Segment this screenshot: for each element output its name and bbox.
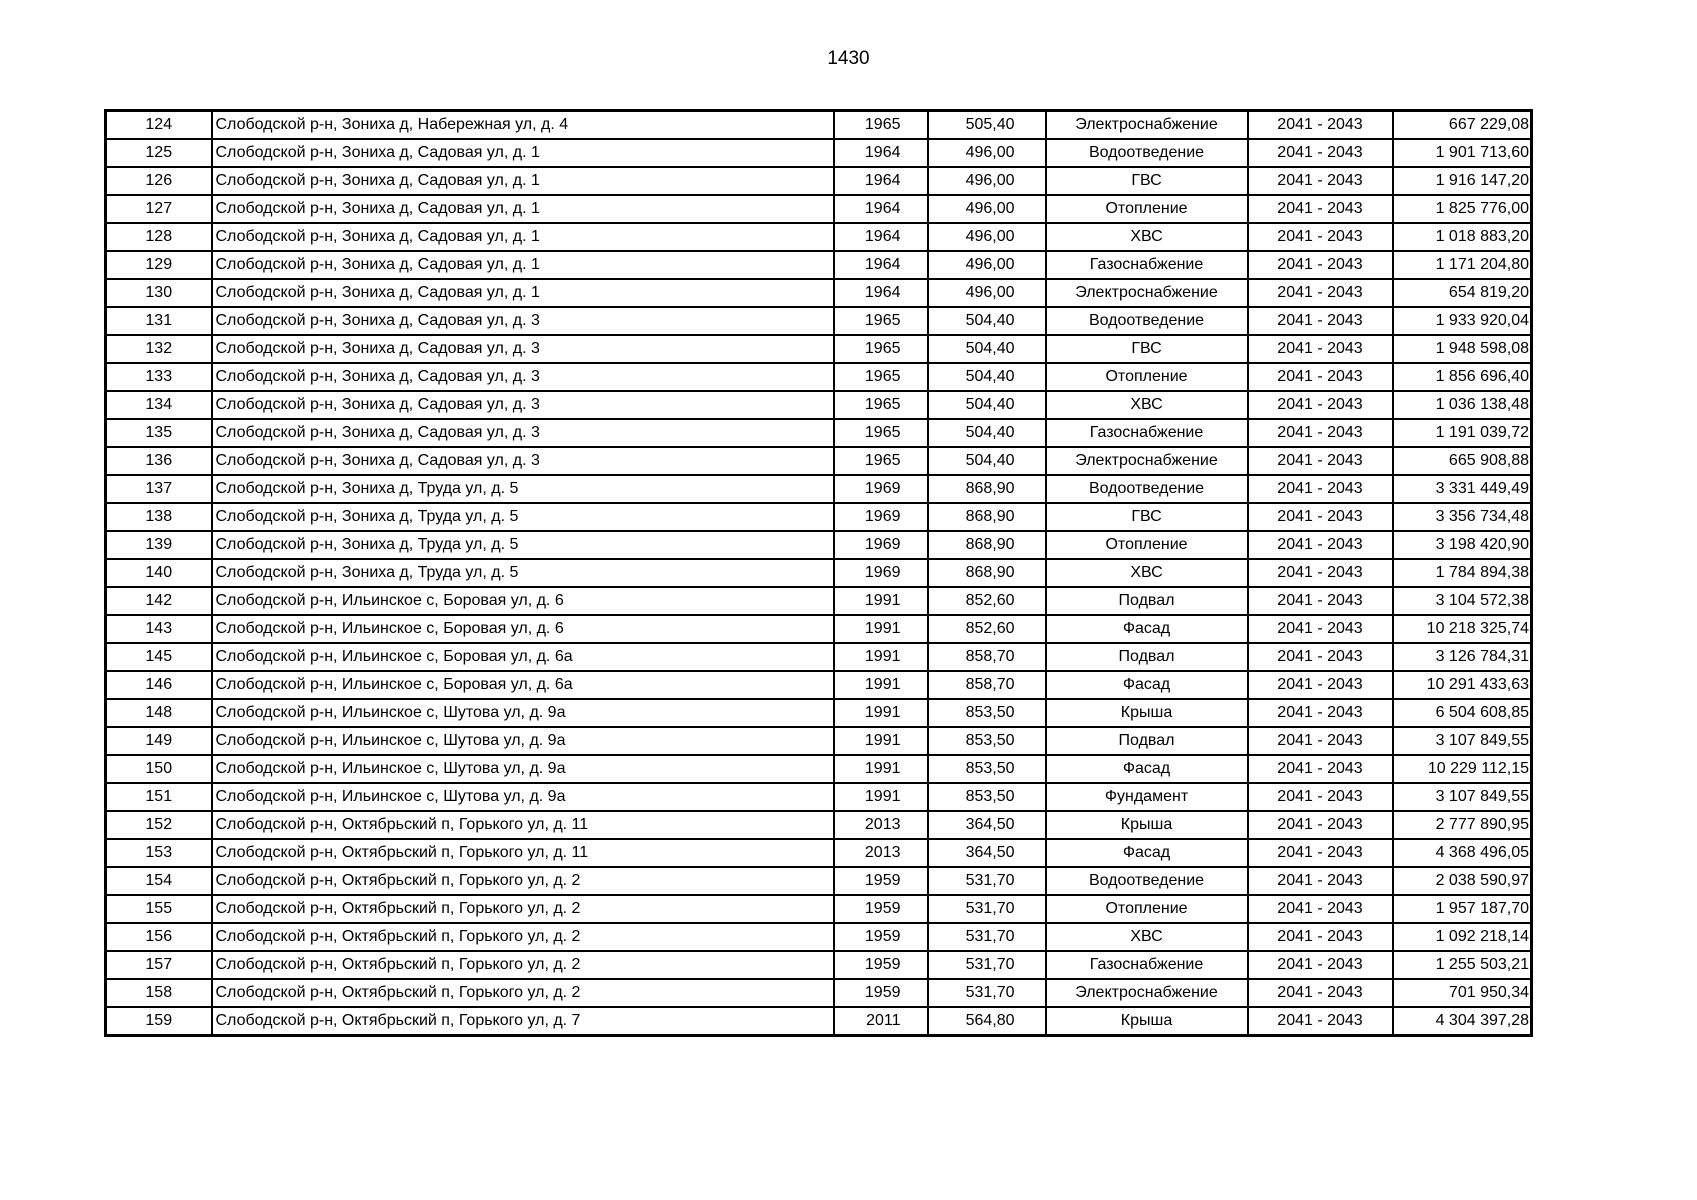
area-cell: 868,90 [928,475,1046,503]
period-cell: 2041 - 2043 [1248,447,1393,475]
period-cell: 2041 - 2043 [1248,699,1393,727]
row-number-cell: 145 [106,643,212,671]
work-type-cell: ХВС [1046,391,1248,419]
table-row [106,1007,1532,1036]
work-type-cell: Фасад [1046,671,1248,699]
row-number-cell: 136 [106,447,212,475]
cost-cell: 665 908,88 [1393,447,1532,475]
work-type-cell: ХВС [1046,223,1248,251]
row-number-cell: 150 [106,755,212,783]
address-cell: Слободской р-н, Ильинское с, Боровая ул, д. 6а [212,643,834,671]
period-cell: 2041 - 2043 [1248,755,1393,783]
row-number-cell: 124 [106,111,212,140]
table-row [106,699,1532,727]
row-number-cell: 157 [106,951,212,979]
work-type-cell: Электроснабжение [1046,279,1248,307]
area-cell: 504,40 [928,419,1046,447]
period-cell: 2041 - 2043 [1248,979,1393,1007]
row-number-cell: 130 [106,279,212,307]
area-cell: 868,90 [928,531,1046,559]
work-type-cell: Отопление [1046,531,1248,559]
row-number-cell: 159 [106,1007,212,1036]
row-number-cell: 127 [106,195,212,223]
area-cell: 504,40 [928,363,1046,391]
period-cell: 2041 - 2043 [1248,867,1393,895]
year-cell: 1991 [834,643,928,671]
cost-cell: 3 104 572,38 [1393,587,1532,615]
area-cell: 504,40 [928,447,1046,475]
year-cell: 1969 [834,531,928,559]
row-number-cell: 131 [106,307,212,335]
year-cell: 1991 [834,727,928,755]
work-type-cell: Водоотведение [1046,139,1248,167]
period-cell: 2041 - 2043 [1248,167,1393,195]
period-cell: 2041 - 2043 [1248,895,1393,923]
address-cell: Слободской р-н, Зониха д, Садовая ул, д. 1 [212,195,834,223]
work-type-cell: Подвал [1046,643,1248,671]
work-type-cell: ГВС [1046,167,1248,195]
work-type-cell: Отопление [1046,895,1248,923]
work-type-cell: Крыша [1046,1007,1248,1036]
address-cell: Слободской р-н, Октябрьский п, Горького ул, д. 11 [212,811,834,839]
year-cell: 1964 [834,139,928,167]
cost-cell: 10 291 433,63 [1393,671,1532,699]
year-cell: 1991 [834,587,928,615]
period-cell: 2041 - 2043 [1248,643,1393,671]
address-cell: Слободской р-н, Ильинское с, Боровая ул, д. 6а [212,671,834,699]
address-cell: Слободской р-н, Октябрьский п, Горького ул, д. 2 [212,979,834,1007]
period-cell: 2041 - 2043 [1248,251,1393,279]
address-cell: Слободской р-н, Октябрьский п, Горького ул, д. 11 [212,839,834,867]
row-number-cell: 149 [106,727,212,755]
row-number-cell: 139 [106,531,212,559]
page-number: 1430 [827,48,870,69]
area-cell: 868,90 [928,503,1046,531]
area-cell: 496,00 [928,167,1046,195]
period-cell: 2041 - 2043 [1248,419,1393,447]
data-table [104,109,1533,1037]
period-cell: 2041 - 2043 [1248,559,1393,587]
address-cell: Слободской р-н, Ильинское с, Шутова ул, д. 9а [212,755,834,783]
year-cell: 1991 [834,615,928,643]
work-type-cell: Крыша [1046,811,1248,839]
cost-cell: 1 916 147,20 [1393,167,1532,195]
table-row [106,783,1532,811]
area-cell: 868,90 [928,559,1046,587]
cost-cell: 3 107 849,55 [1393,727,1532,755]
area-cell: 504,40 [928,391,1046,419]
address-cell: Слободской р-н, Зониха д, Набережная ул, д. 4 [212,111,834,140]
area-cell: 496,00 [928,223,1046,251]
cost-cell: 4 304 397,28 [1393,1007,1532,1036]
area-cell: 853,50 [928,783,1046,811]
work-type-cell: Газоснабжение [1046,419,1248,447]
work-type-cell: Водоотведение [1046,867,1248,895]
row-number-cell: 154 [106,867,212,895]
year-cell: 1959 [834,895,928,923]
row-number-cell: 142 [106,587,212,615]
area-cell: 496,00 [928,251,1046,279]
year-cell: 1991 [834,699,928,727]
year-cell: 1959 [834,867,928,895]
row-number-cell: 148 [106,699,212,727]
address-cell: Слободской р-н, Зониха д, Садовая ул, д. 3 [212,335,834,363]
row-number-cell: 134 [106,391,212,419]
repair-table [104,109,1530,1037]
table-row [106,531,1532,559]
work-type-cell: Фасад [1046,615,1248,643]
address-cell: Слободской р-н, Зониха д, Садовая ул, д. 1 [212,167,834,195]
work-type-cell: Водоотведение [1046,307,1248,335]
work-type-cell: Фасад [1046,755,1248,783]
cost-cell: 3 198 420,90 [1393,531,1532,559]
table-row [106,979,1532,1007]
address-cell: Слободской р-н, Октябрьский п, Горького ул, д. 2 [212,867,834,895]
table-row [106,615,1532,643]
period-cell: 2041 - 2043 [1248,363,1393,391]
period-cell: 2041 - 2043 [1248,531,1393,559]
year-cell: 1969 [834,559,928,587]
period-cell: 2041 - 2043 [1248,503,1393,531]
year-cell: 1991 [834,783,928,811]
year-cell: 1965 [834,447,928,475]
area-cell: 852,60 [928,587,1046,615]
work-type-cell: Отопление [1046,195,1248,223]
period-cell: 2041 - 2043 [1248,475,1393,503]
work-type-cell: ХВС [1046,559,1248,587]
period-cell: 2041 - 2043 [1248,391,1393,419]
year-cell: 1969 [834,475,928,503]
table-row [106,111,1532,140]
table-row [106,587,1532,615]
area-cell: 853,50 [928,699,1046,727]
work-type-cell: Крыша [1046,699,1248,727]
cost-cell: 3 126 784,31 [1393,643,1532,671]
period-cell: 2041 - 2043 [1248,727,1393,755]
area-cell: 496,00 [928,139,1046,167]
row-number-cell: 128 [106,223,212,251]
area-cell: 505,40 [928,111,1046,140]
address-cell: Слободской р-н, Зониха д, Садовая ул, д. 1 [212,279,834,307]
address-cell: Слободской р-н, Октябрьский п, Горького ул, д. 2 [212,951,834,979]
address-cell: Слободской р-н, Ильинское с, Боровая ул, д. 6 [212,587,834,615]
row-number-cell: 126 [106,167,212,195]
year-cell: 1959 [834,979,928,1007]
cost-cell: 1 191 039,72 [1393,419,1532,447]
period-cell: 2041 - 2043 [1248,279,1393,307]
year-cell: 2013 [834,839,928,867]
work-type-cell: ГВС [1046,503,1248,531]
area-cell: 853,50 [928,755,1046,783]
row-number-cell: 158 [106,979,212,1007]
area-cell: 364,50 [928,811,1046,839]
address-cell: Слободской р-н, Зониха д, Садовая ул, д. 3 [212,307,834,335]
table-row [106,167,1532,195]
row-number-cell: 140 [106,559,212,587]
address-cell: Слободской р-н, Зониха д, Садовая ул, д. 3 [212,419,834,447]
year-cell: 1965 [834,363,928,391]
area-cell: 564,80 [928,1007,1046,1036]
area-cell: 858,70 [928,643,1046,671]
table-row [106,755,1532,783]
work-type-cell: Подвал [1046,727,1248,755]
period-cell: 2041 - 2043 [1248,811,1393,839]
cost-cell: 701 950,34 [1393,979,1532,1007]
address-cell: Слободской р-н, Зониха д, Садовая ул, д. 1 [212,251,834,279]
table-row [106,279,1532,307]
table-body [106,111,1532,1036]
row-number-cell: 133 [106,363,212,391]
address-cell: Слободской р-н, Зониха д, Садовая ул, д. 3 [212,447,834,475]
work-type-cell: Газоснабжение [1046,251,1248,279]
area-cell: 858,70 [928,671,1046,699]
period-cell: 2041 - 2043 [1248,951,1393,979]
cost-cell: 1 856 696,40 [1393,363,1532,391]
year-cell: 1969 [834,503,928,531]
table-row [106,251,1532,279]
work-type-cell: Отопление [1046,363,1248,391]
work-type-cell: Водоотведение [1046,475,1248,503]
area-cell: 496,00 [928,195,1046,223]
cost-cell: 1 784 894,38 [1393,559,1532,587]
work-type-cell: Электроснабжение [1046,111,1248,140]
address-cell: Слободской р-н, Ильинское с, Шутова ул, д. 9а [212,783,834,811]
cost-cell: 6 504 608,85 [1393,699,1532,727]
address-cell: Слободской р-н, Зониха д, Садовая ул, д. 1 [212,139,834,167]
period-cell: 2041 - 2043 [1248,587,1393,615]
year-cell: 1964 [834,167,928,195]
table-row [106,391,1532,419]
cost-cell: 1 901 713,60 [1393,139,1532,167]
work-type-cell: Фундамент [1046,783,1248,811]
table-row [106,811,1532,839]
year-cell: 1965 [834,335,928,363]
address-cell: Слободской р-н, Зониха д, Труда ул, д. 5 [212,531,834,559]
row-number-cell: 156 [106,923,212,951]
table-row [106,867,1532,895]
period-cell: 2041 - 2043 [1248,839,1393,867]
cost-cell: 2 038 590,97 [1393,867,1532,895]
table-row [106,139,1532,167]
period-cell: 2041 - 2043 [1248,111,1393,140]
year-cell: 1965 [834,111,928,140]
work-type-cell: ХВС [1046,923,1248,951]
cost-cell: 1 933 920,04 [1393,307,1532,335]
year-cell: 1991 [834,755,928,783]
area-cell: 852,60 [928,615,1046,643]
address-cell: Слободской р-н, Ильинское с, Шутова ул, д. 9а [212,727,834,755]
area-cell: 504,40 [928,335,1046,363]
row-number-cell: 155 [106,895,212,923]
table-row [106,223,1532,251]
year-cell: 1964 [834,195,928,223]
cost-cell: 3 331 449,49 [1393,475,1532,503]
area-cell: 531,70 [928,923,1046,951]
area-cell: 496,00 [928,279,1046,307]
row-number-cell: 138 [106,503,212,531]
address-cell: Слободской р-н, Октябрьский п, Горького ул, д. 2 [212,923,834,951]
table-row [106,895,1532,923]
cost-cell: 667 229,08 [1393,111,1532,140]
address-cell: Слободской р-н, Зониха д, Труда ул, д. 5 [212,559,834,587]
cost-cell: 4 368 496,05 [1393,839,1532,867]
cost-cell: 1 957 187,70 [1393,895,1532,923]
year-cell: 1965 [834,419,928,447]
address-cell: Слободской р-н, Зониха д, Труда ул, д. 5 [212,503,834,531]
period-cell: 2041 - 2043 [1248,335,1393,363]
year-cell: 2013 [834,811,928,839]
year-cell: 1959 [834,923,928,951]
address-cell: Слободской р-н, Зониха д, Садовая ул, д. 1 [212,223,834,251]
address-cell: Слободской р-н, Зониха д, Садовая ул, д. 3 [212,391,834,419]
year-cell: 1964 [834,223,928,251]
period-cell: 2041 - 2043 [1248,923,1393,951]
cost-cell: 1 255 503,21 [1393,951,1532,979]
cost-cell: 1 036 138,48 [1393,391,1532,419]
cost-cell: 1 018 883,20 [1393,223,1532,251]
area-cell: 364,50 [928,839,1046,867]
address-cell: Слободской р-н, Октябрьский п, Горького ул, д. 2 [212,895,834,923]
year-cell: 1964 [834,279,928,307]
cost-cell: 1 948 598,08 [1393,335,1532,363]
table-row [106,195,1532,223]
table-row [106,559,1532,587]
table-row [106,307,1532,335]
table-row [106,335,1532,363]
year-cell: 1964 [834,251,928,279]
row-number-cell: 146 [106,671,212,699]
table-row [106,419,1532,447]
work-type-cell: ГВС [1046,335,1248,363]
address-cell: Слободской р-н, Ильинское с, Боровая ул, д. 6 [212,615,834,643]
work-type-cell: Газоснабжение [1046,951,1248,979]
work-type-cell: Фасад [1046,839,1248,867]
table-row [106,839,1532,867]
cost-cell: 1 171 204,80 [1393,251,1532,279]
row-number-cell: 129 [106,251,212,279]
area-cell: 531,70 [928,951,1046,979]
address-cell: Слободской р-н, Зониха д, Труда ул, д. 5 [212,475,834,503]
year-cell: 1965 [834,391,928,419]
cost-cell: 3 356 734,48 [1393,503,1532,531]
row-number-cell: 125 [106,139,212,167]
year-cell: 2011 [834,1007,928,1036]
cost-cell: 3 107 849,55 [1393,783,1532,811]
row-number-cell: 153 [106,839,212,867]
period-cell: 2041 - 2043 [1248,195,1393,223]
address-cell: Слободской р-н, Ильинское с, Шутова ул, д. 9а [212,699,834,727]
cost-cell: 10 218 325,74 [1393,615,1532,643]
period-cell: 2041 - 2043 [1248,671,1393,699]
work-type-cell: Электроснабжение [1046,447,1248,475]
area-cell: 531,70 [928,895,1046,923]
area-cell: 531,70 [928,867,1046,895]
table-row [106,363,1532,391]
row-number-cell: 137 [106,475,212,503]
cost-cell: 10 229 112,15 [1393,755,1532,783]
table-row [106,727,1532,755]
period-cell: 2041 - 2043 [1248,139,1393,167]
row-number-cell: 151 [106,783,212,811]
cost-cell: 654 819,20 [1393,279,1532,307]
table-row [106,951,1532,979]
area-cell: 504,40 [928,307,1046,335]
address-cell: Слободской р-н, Октябрьский п, Горького ул, д. 7 [212,1007,834,1036]
row-number-cell: 143 [106,615,212,643]
year-cell: 1965 [834,307,928,335]
table-row [106,447,1532,475]
cost-cell: 1 092 218,14 [1393,923,1532,951]
table-row [106,503,1532,531]
area-cell: 853,50 [928,727,1046,755]
period-cell: 2041 - 2043 [1248,223,1393,251]
cost-cell: 1 825 776,00 [1393,195,1532,223]
area-cell: 531,70 [928,979,1046,1007]
row-number-cell: 152 [106,811,212,839]
table-row [106,923,1532,951]
period-cell: 2041 - 2043 [1248,1007,1393,1036]
cost-cell: 2 777 890,95 [1393,811,1532,839]
address-cell: Слободской р-н, Зониха д, Садовая ул, д. 3 [212,363,834,391]
table-row [106,643,1532,671]
work-type-cell: Электроснабжение [1046,979,1248,1007]
table-row [106,671,1532,699]
period-cell: 2041 - 2043 [1248,783,1393,811]
period-cell: 2041 - 2043 [1248,615,1393,643]
table-row [106,475,1532,503]
period-cell: 2041 - 2043 [1248,307,1393,335]
year-cell: 1991 [834,671,928,699]
row-number-cell: 135 [106,419,212,447]
row-number-cell: 132 [106,335,212,363]
year-cell: 1959 [834,951,928,979]
work-type-cell: Подвал [1046,587,1248,615]
